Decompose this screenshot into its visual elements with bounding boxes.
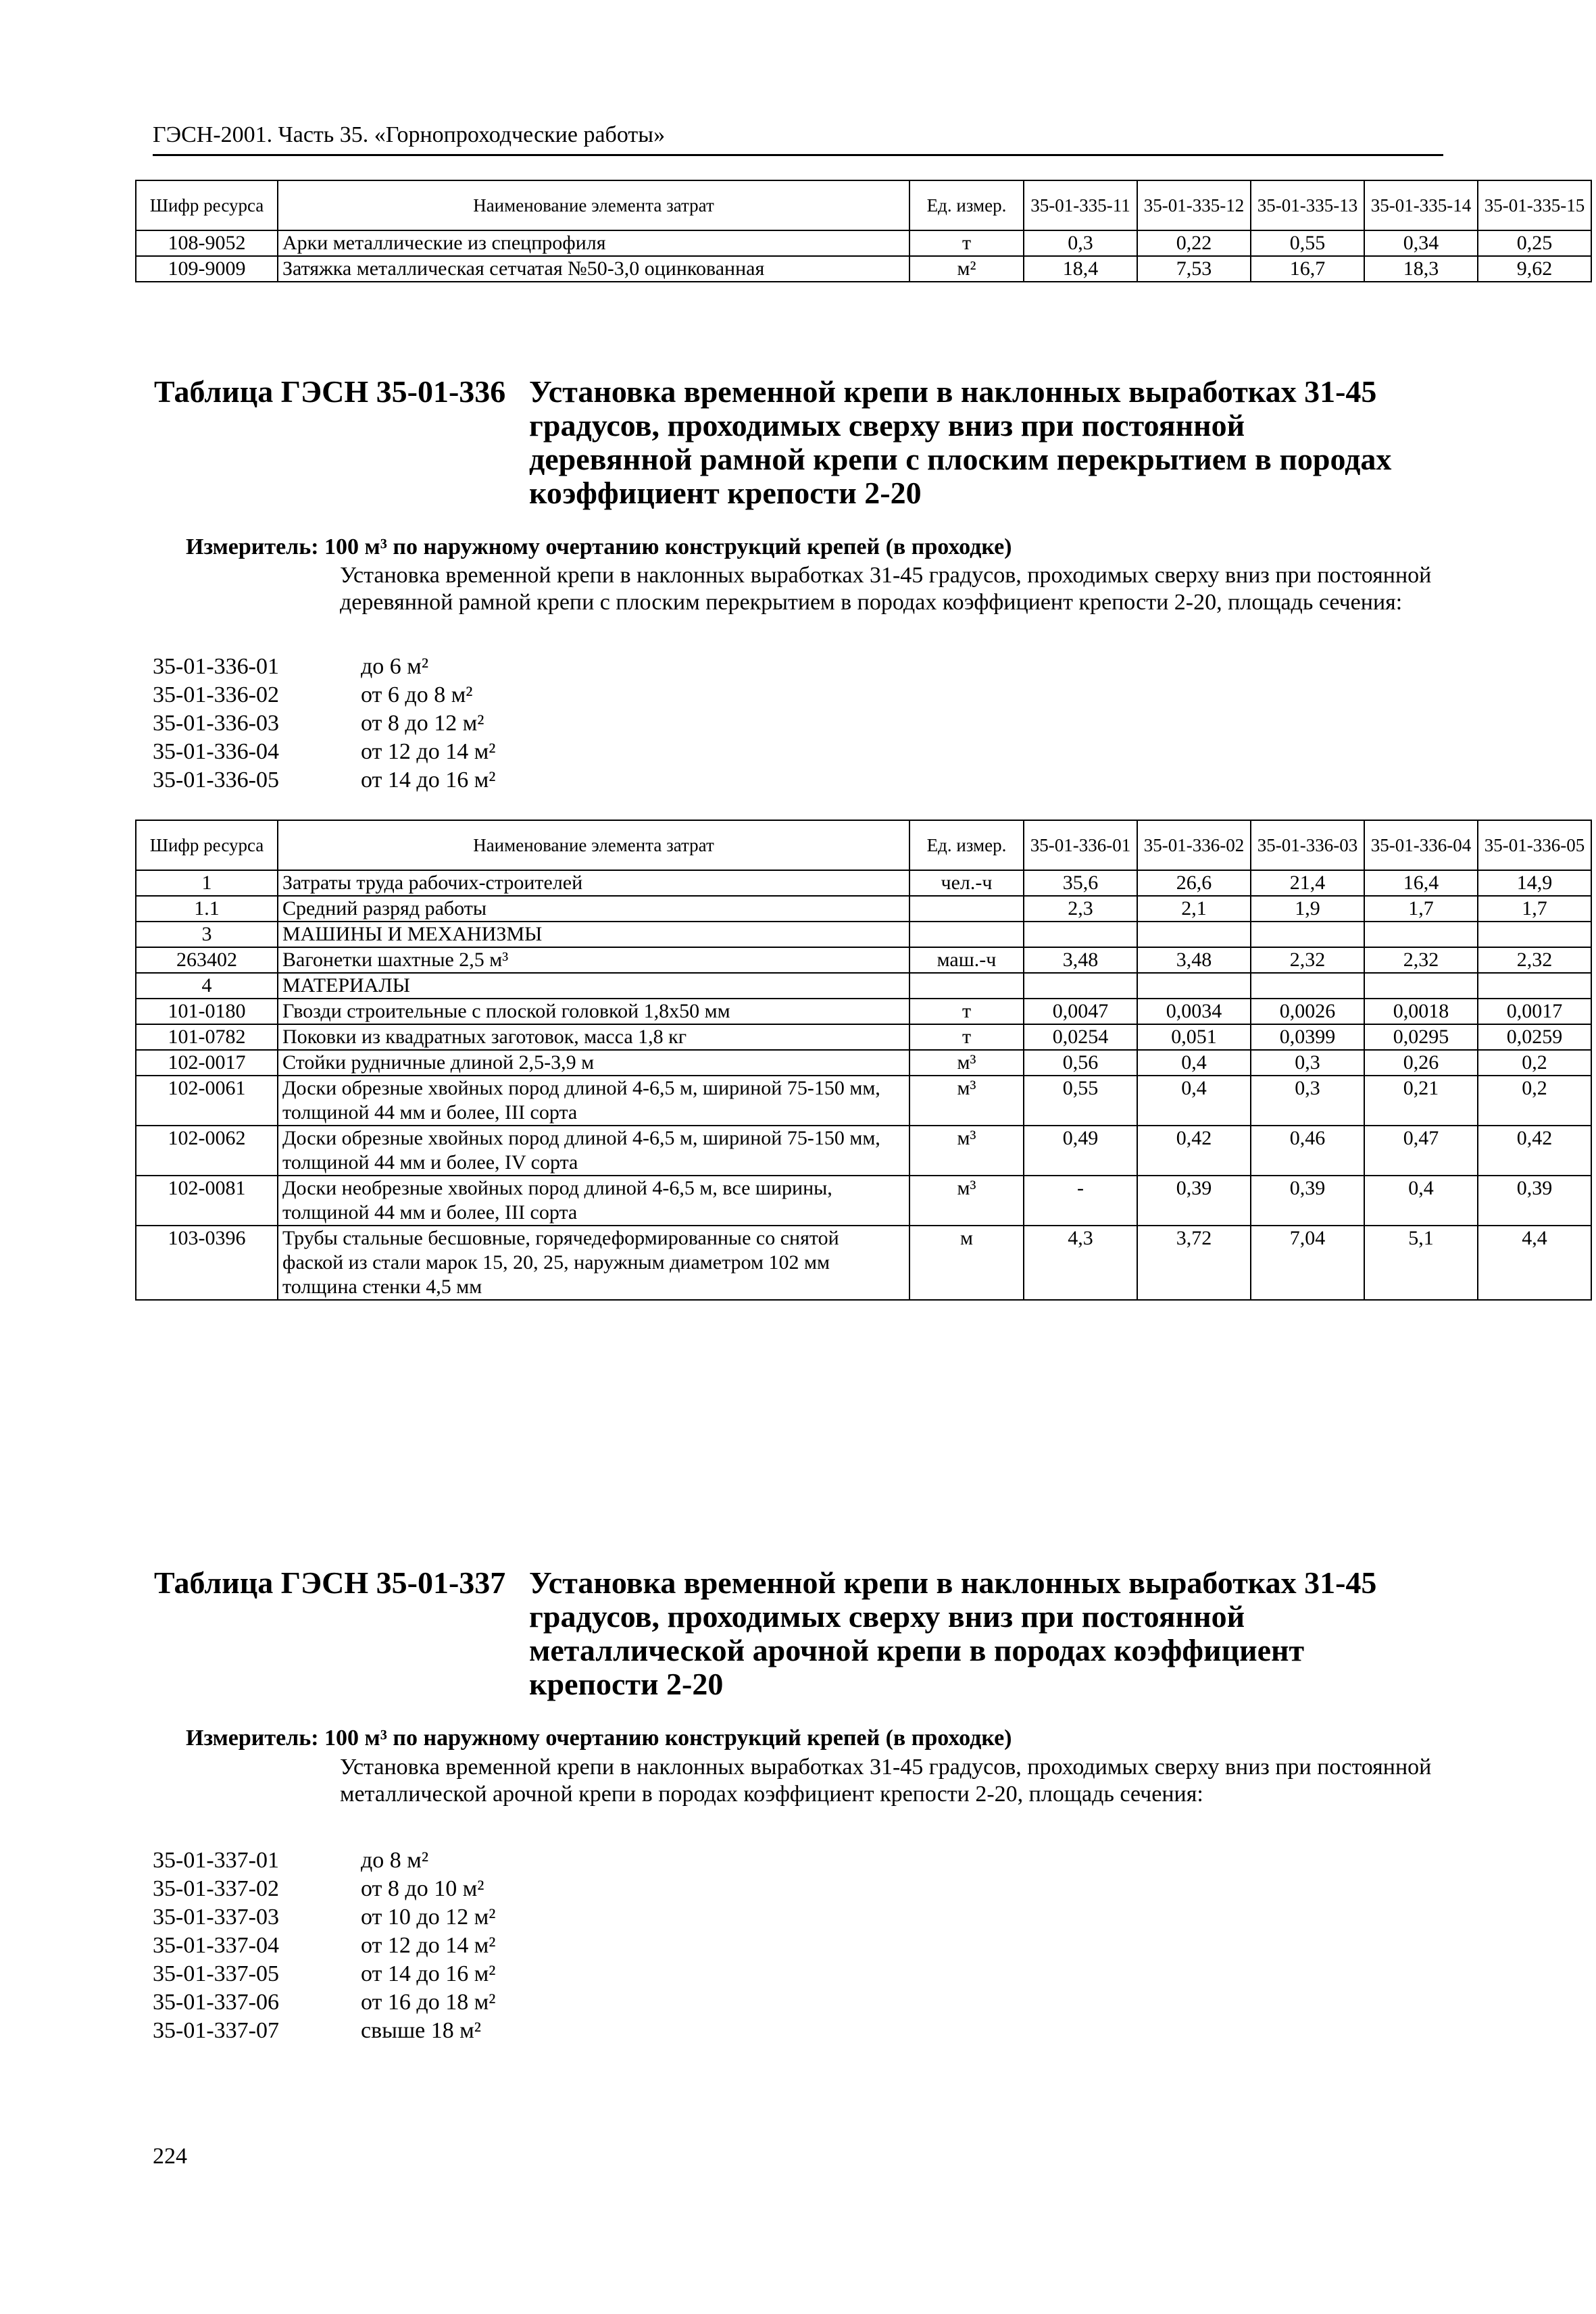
cell-value: 0,56 <box>1024 1050 1137 1076</box>
cell-value: 0,0259 <box>1478 1024 1591 1050</box>
table-337-description: Установка временной крепи в наклонных выработках 31-45 градусов, проходимых сверху вниз при постоянной металлической арочной крепи в породах коэффициент крепости 2-20, площадь сечения: <box>340 1755 1432 1807</box>
cell-code: 102-0081 <box>136 1176 278 1226</box>
cell-value: 0,39 <box>1251 1176 1364 1226</box>
table-336-title <box>154 375 1451 530</box>
cell-value: 3,48 <box>1137 947 1251 973</box>
cell-value: 0,4 <box>1137 1050 1251 1076</box>
cell-value: 0,49 <box>1024 1126 1137 1176</box>
cell-name: Поковки из квадратных заготовок, масса 1,8 кг <box>278 1024 909 1050</box>
cell-value: 0,21 <box>1364 1076 1478 1126</box>
code-range: от 14 до 16 м² <box>361 768 496 793</box>
cell-code: 103-0396 <box>136 1226 278 1300</box>
cell-code: 101-0180 <box>136 999 278 1024</box>
cell-value: 2,32 <box>1478 947 1591 973</box>
cell-code: 102-0017 <box>136 1050 278 1076</box>
cell-value: 7,53 <box>1137 256 1251 282</box>
cell-value: 26,6 <box>1137 870 1251 896</box>
cell-value: 0,0399 <box>1251 1024 1364 1050</box>
list-item <box>153 710 495 738</box>
code-range: от 8 до 12 м² <box>361 711 484 736</box>
cell-value: 0,46 <box>1251 1126 1364 1176</box>
cell-value: 0,39 <box>1478 1176 1591 1226</box>
cell-value: 0,0018 <box>1364 999 1478 1024</box>
table-row <box>136 230 1591 256</box>
table-row <box>136 1024 1591 1050</box>
cell-name: Средний разряд работы <box>278 896 909 922</box>
table-row <box>136 256 1591 282</box>
cell-value: 18,3 <box>1364 256 1478 282</box>
cell-code: 108-9052 <box>136 230 278 256</box>
cell-code: 102-0062 <box>136 1126 278 1176</box>
cell-value <box>1137 922 1251 947</box>
code-range: до 6 м² <box>361 654 429 679</box>
list-item <box>153 1904 495 1932</box>
table-337-title-line: Установка временной крепи в наклонных выработках 31-45 <box>529 1565 1377 1600</box>
cell-value: - <box>1024 1176 1137 1226</box>
table-337-title-line: градусов, проходимых сверху вниз при постоянной <box>529 1599 1245 1634</box>
cell-name: МАШИНЫ И МЕХАНИЗМЫ <box>278 922 909 947</box>
code-number: 35-01-337-07 <box>153 2018 279 2043</box>
header-col: 35-01-336-02 <box>1137 820 1251 870</box>
cell-value: 2,1 <box>1137 896 1251 922</box>
table-337-code-list <box>153 1847 495 2046</box>
cell-value: 0,0295 <box>1364 1024 1478 1050</box>
cell-value: 0,26 <box>1364 1050 1478 1076</box>
cell-unit: т <box>909 230 1024 256</box>
running-head: ГЭСН-2001. Часть 35. «Горнопроходческие работы» <box>153 122 1443 156</box>
cell-value <box>1251 973 1364 999</box>
cell-code: 263402 <box>136 947 278 973</box>
code-range: от 16 до 18 м² <box>361 1990 496 2015</box>
list-item <box>153 1961 495 1989</box>
cell-value: 0,42 <box>1137 1126 1251 1176</box>
header-code: Шифр ресурса <box>136 180 278 230</box>
code-number: 35-01-337-02 <box>153 1876 279 1901</box>
code-range: от 6 до 8 м² <box>361 682 473 707</box>
header-col: 35-01-336-05 <box>1478 820 1591 870</box>
header-col: 35-01-335-14 <box>1364 180 1478 230</box>
cell-value: 0,0034 <box>1137 999 1251 1024</box>
table-row <box>136 922 1591 947</box>
cell-value: 0,0017 <box>1478 999 1591 1024</box>
table-row <box>136 999 1591 1024</box>
cell-unit: м² <box>909 256 1024 282</box>
code-number: 35-01-337-05 <box>153 1961 279 1986</box>
cell-unit: т <box>909 1024 1024 1050</box>
cell-value: 5,1 <box>1364 1226 1478 1300</box>
cell-unit: м³ <box>909 1176 1024 1226</box>
table-337-title <box>154 1566 1451 1721</box>
cell-name: Вагонетки шахтные 2,5 м³ <box>278 947 909 973</box>
cell-unit: м³ <box>909 1050 1024 1076</box>
list-item <box>153 738 495 767</box>
cell-value <box>1364 922 1478 947</box>
cell-value: 7,04 <box>1251 1226 1364 1300</box>
cell-value: 0,3 <box>1251 1076 1364 1126</box>
cell-value: 0,0026 <box>1251 999 1364 1024</box>
code-number: 35-01-336-04 <box>153 739 279 764</box>
table-336-code-list <box>153 653 495 795</box>
code-range: от 10 до 12 м² <box>361 1905 496 1930</box>
cell-value: 4,4 <box>1478 1226 1591 1300</box>
header-unit: Ед. измер. <box>909 820 1024 870</box>
table-337-meter: Измеритель: 100 м³ по наружному очертанию конструкций крепей (в проходке) <box>186 1726 1012 1751</box>
table-337-title-line: крепости 2-20 <box>529 1667 724 1701</box>
cell-value: 0,55 <box>1024 1076 1137 1126</box>
cell-value: 9,62 <box>1478 256 1591 282</box>
table-336 <box>135 820 1592 1301</box>
cell-code: 109-9009 <box>136 256 278 282</box>
cell-value: 0,2 <box>1478 1050 1591 1076</box>
cell-value: 0,47 <box>1364 1126 1478 1176</box>
table-row <box>136 1126 1591 1176</box>
cell-value: 0,22 <box>1137 230 1251 256</box>
cell-code: 1.1 <box>136 896 278 922</box>
header-col: 35-01-335-11 <box>1024 180 1137 230</box>
header-col: 35-01-336-03 <box>1251 820 1364 870</box>
cell-value: 0,0254 <box>1024 1024 1137 1050</box>
table-header-row <box>136 180 1591 230</box>
table-row <box>136 1176 1591 1226</box>
table-336-label: Таблица ГЭСН 35-01-336 <box>154 374 506 409</box>
cell-code: 101-0782 <box>136 1024 278 1050</box>
list-item <box>153 2017 495 2046</box>
table-row <box>136 896 1591 922</box>
table-337-label: Таблица ГЭСН 35-01-337 <box>154 1565 506 1600</box>
cell-value <box>1024 922 1137 947</box>
cell-code: 4 <box>136 973 278 999</box>
cell-value: 0,34 <box>1364 230 1478 256</box>
cell-name: Доски обрезные хвойных пород длиной 4-6,5 м, шириной 75-150 мм, толщиной 44 мм и более, III сорта <box>278 1076 909 1126</box>
cell-name: МАТЕРИАЛЫ <box>278 973 909 999</box>
cell-unit: т <box>909 999 1024 1024</box>
cell-value: 14,9 <box>1478 870 1591 896</box>
cell-value: 16,7 <box>1251 256 1364 282</box>
cell-value <box>1137 973 1251 999</box>
cell-unit <box>909 973 1024 999</box>
header-col: 35-01-335-15 <box>1478 180 1591 230</box>
cell-value: 0,3 <box>1251 1050 1364 1076</box>
cell-name: Стойки рудничные длиной 2,5-3,9 м <box>278 1050 909 1076</box>
cell-value: 1,7 <box>1478 896 1591 922</box>
cell-value: 1,9 <box>1251 896 1364 922</box>
table-336-title-line: деревянной рамной крепи с плоским перекрытием в породах <box>529 442 1392 476</box>
code-number: 35-01-336-03 <box>153 711 279 736</box>
cell-value: 0,25 <box>1478 230 1591 256</box>
cell-unit <box>909 922 1024 947</box>
header-col: 35-01-335-13 <box>1251 180 1364 230</box>
table-row <box>136 947 1591 973</box>
code-number: 35-01-337-01 <box>153 1848 279 1873</box>
cell-value: 4,3 <box>1024 1226 1137 1300</box>
cell-value: 3,48 <box>1024 947 1137 973</box>
cell-code: 102-0061 <box>136 1076 278 1126</box>
cell-value: 0,55 <box>1251 230 1364 256</box>
table-336-body <box>136 870 1591 1300</box>
cell-name: Доски необрезные хвойных пород длиной 4-6,5 м, все ширины, толщиной 44 мм и более, III сорта <box>278 1176 909 1226</box>
list-item <box>153 1932 495 1961</box>
header-col: 35-01-335-12 <box>1137 180 1251 230</box>
code-range: свыше 18 м² <box>361 2018 481 2043</box>
list-item <box>153 653 495 682</box>
table-row <box>136 870 1591 896</box>
cell-code: 3 <box>136 922 278 947</box>
page-number: 224 <box>153 2144 187 2169</box>
cell-value: 18,4 <box>1024 256 1137 282</box>
table-header-row <box>136 820 1591 870</box>
cell-value: 0,051 <box>1137 1024 1251 1050</box>
code-number: 35-01-337-06 <box>153 1990 279 2015</box>
top-table <box>135 180 1592 282</box>
cell-name: Арки металлические из спецпрофиля <box>278 230 909 256</box>
list-item <box>153 1847 495 1876</box>
cell-unit: чел.-ч <box>909 870 1024 896</box>
header-col: 35-01-336-01 <box>1024 820 1137 870</box>
cell-value: 0,2 <box>1478 1076 1591 1126</box>
cell-value: 0,4 <box>1137 1076 1251 1126</box>
cell-value: 35,6 <box>1024 870 1137 896</box>
cell-value: 21,4 <box>1251 870 1364 896</box>
cell-value: 0,3 <box>1024 230 1137 256</box>
header-name: Наименование элемента затрат <box>278 820 909 870</box>
table-336-meter: Измеритель: 100 м³ по наружному очертанию конструкций крепей (в проходке) <box>186 534 1012 559</box>
list-item <box>153 682 495 710</box>
cell-value: 3,72 <box>1137 1226 1251 1300</box>
cell-value: 0,4 <box>1364 1176 1478 1226</box>
cell-value <box>1251 922 1364 947</box>
code-range: от 8 до 10 м² <box>361 1876 484 1901</box>
cell-value <box>1478 922 1591 947</box>
cell-value: 2,32 <box>1251 947 1364 973</box>
table-336-title-line: градусов, проходимых сверху вниз при постоянной <box>529 408 1245 443</box>
code-number: 35-01-337-03 <box>153 1905 279 1930</box>
list-item <box>153 1876 495 1904</box>
table-336-description: Установка временной крепи в наклонных выработках 31-45 градусов, проходимых сверху вниз при постоянной деревянной рамной крепи с плоским перекрытием в породах коэффициент крепости 2-20, площадь сечения: <box>340 563 1432 615</box>
header-name: Наименование элемента затрат <box>278 180 909 230</box>
table-row <box>136 973 1591 999</box>
cell-code: 1 <box>136 870 278 896</box>
code-number: 35-01-336-02 <box>153 682 279 707</box>
table-row <box>136 1226 1591 1300</box>
cell-unit: м <box>909 1226 1024 1300</box>
cell-value: 16,4 <box>1364 870 1478 896</box>
cell-value: 0,42 <box>1478 1126 1591 1176</box>
cell-unit: маш.-ч <box>909 947 1024 973</box>
list-item <box>153 767 495 795</box>
cell-unit <box>909 896 1024 922</box>
cell-value <box>1024 973 1137 999</box>
header-col: 35-01-336-04 <box>1364 820 1478 870</box>
cell-value <box>1364 973 1478 999</box>
cell-unit: м³ <box>909 1126 1024 1176</box>
cell-name: Затраты труда рабочих-строителей <box>278 870 909 896</box>
cell-name: Гвозди строительные с плоской головкой 1,8х50 мм <box>278 999 909 1024</box>
table-row <box>136 1076 1591 1126</box>
cell-value <box>1478 973 1591 999</box>
code-number: 35-01-337-04 <box>153 1933 279 1958</box>
cell-value: 0,39 <box>1137 1176 1251 1226</box>
table-336-title-line: Установка временной крепи в наклонных выработках 31-45 <box>529 374 1377 409</box>
cell-value: 2,32 <box>1364 947 1478 973</box>
code-number: 35-01-336-01 <box>153 654 279 679</box>
table-row <box>136 1050 1591 1076</box>
code-range: от 14 до 16 м² <box>361 1961 496 1986</box>
cell-value: 0,0047 <box>1024 999 1137 1024</box>
cell-value: 2,3 <box>1024 896 1137 922</box>
cell-unit: м³ <box>909 1076 1024 1126</box>
table-336-title-line: коэффициент крепости 2-20 <box>529 476 922 510</box>
code-range: от 12 до 14 м² <box>361 1933 496 1958</box>
code-number: 35-01-336-05 <box>153 768 279 793</box>
cell-name: Трубы стальные бесшовные, горячедеформированные со снятой фаской из стали марок 15, 20, 25, наружным диаметром 102 мм толщина стенки 4,5 мм <box>278 1226 909 1300</box>
header-code: Шифр ресурса <box>136 820 278 870</box>
code-range: до 8 м² <box>361 1848 429 1873</box>
code-range: от 12 до 14 м² <box>361 739 496 764</box>
cell-name: Затяжка металлическая сетчатая №50-3,0 оцинкованная <box>278 256 909 282</box>
cell-value: 1,7 <box>1364 896 1478 922</box>
table-337-title-line: металлической арочной крепи в породах коэффициент <box>529 1633 1305 1667</box>
list-item <box>153 1989 495 2017</box>
header-unit: Ед. измер. <box>909 180 1024 230</box>
cell-name: Доски обрезные хвойных пород длиной 4-6,5 м, шириной 75-150 мм, толщиной 44 мм и более, IV сорта <box>278 1126 909 1176</box>
